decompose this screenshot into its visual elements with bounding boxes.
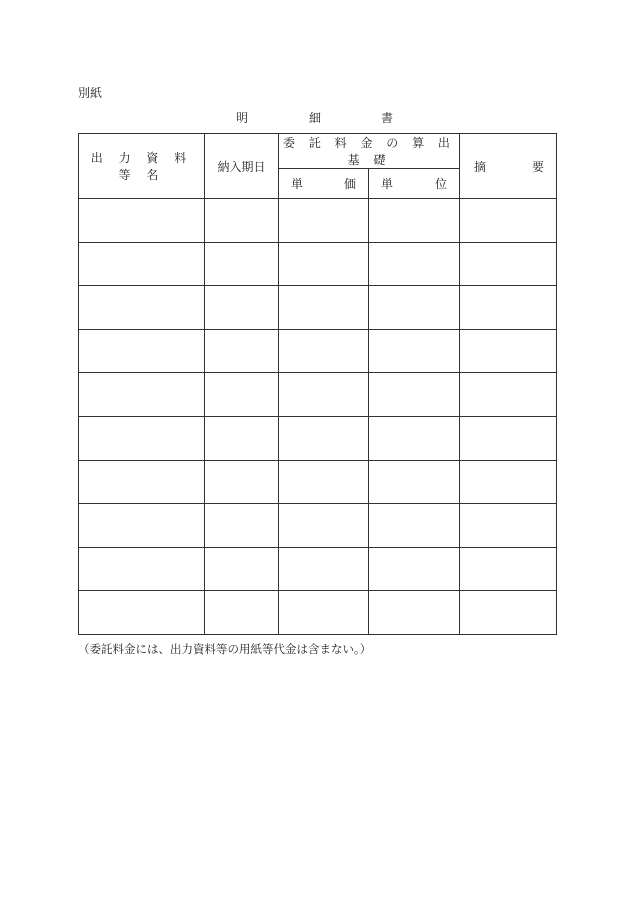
header-remarks-char-2: 要: [531, 159, 544, 174]
table-cell: [279, 504, 369, 548]
table-cell: [369, 416, 460, 460]
table-cell: [79, 242, 205, 286]
header-unit-price-char-1: 単: [291, 177, 304, 191]
table-row: [79, 547, 557, 591]
header-unit-char-2: 位: [434, 177, 447, 191]
table-cell: [369, 373, 460, 417]
table-cell: [205, 591, 279, 635]
table-cell: [205, 504, 279, 548]
header-unit-price-char-2: 価: [343, 177, 356, 191]
table-cell: [79, 329, 205, 373]
table-body: [79, 199, 557, 635]
table-cell: [279, 242, 369, 286]
table-cell: [79, 547, 205, 591]
title-char-1: 明: [236, 111, 249, 125]
table-cell: [205, 373, 279, 417]
title-char-3: 書: [381, 111, 394, 125]
table-cell: [460, 242, 557, 286]
header-delivery-date: 納入期日: [205, 134, 279, 199]
table-cell: [279, 416, 369, 460]
table-cell: [369, 286, 460, 330]
header-remarks: [460, 134, 557, 199]
table-cell: [279, 329, 369, 373]
table-cell: [279, 460, 369, 504]
table-cell: [460, 286, 557, 330]
table-cell: [205, 547, 279, 591]
table-cell: [79, 591, 205, 635]
table-cell: [460, 329, 557, 373]
table-cell: [279, 547, 369, 591]
table-cell: [460, 416, 557, 460]
table-cell: [369, 547, 460, 591]
table-row: [79, 199, 557, 243]
table-row: [79, 591, 557, 635]
table-cell: [369, 504, 460, 548]
table-row: [79, 416, 557, 460]
table-cell: [79, 460, 205, 504]
table-cell: [369, 460, 460, 504]
table-cell: [460, 199, 557, 243]
table-cell: [460, 373, 557, 417]
table-row: [79, 286, 557, 330]
table-cell: [460, 547, 557, 591]
table-row: [79, 329, 557, 373]
table-cell: [369, 199, 460, 243]
table-cell: [205, 460, 279, 504]
table-cell: [369, 591, 460, 635]
header-unit-price: [279, 169, 369, 199]
table-cell: [205, 242, 279, 286]
table-cell: [460, 504, 557, 548]
header-unit: [369, 169, 460, 199]
attachment-label: 別紙: [78, 86, 103, 100]
table-cell: [460, 591, 557, 635]
table-cell: [79, 373, 205, 417]
table-cell: [79, 504, 205, 548]
table-cell: [369, 329, 460, 373]
header-output-name: 出 力 資 料 等 名: [79, 134, 205, 199]
table-cell: [205, 329, 279, 373]
table-cell: [369, 242, 460, 286]
header-unit-char-1: 単: [381, 177, 394, 191]
table-row: [79, 242, 557, 286]
table-cell: [79, 286, 205, 330]
table-cell: [460, 460, 557, 504]
title-char-2: 細: [309, 111, 322, 125]
table-cell: [79, 416, 205, 460]
table-cell: [279, 199, 369, 243]
table-row: [79, 373, 557, 417]
table-row: [79, 504, 557, 548]
table-cell: [205, 286, 279, 330]
header-fee-basis: 委 託 料 金 の 算 出 基 礎: [279, 134, 460, 169]
header-remarks-char-1: 摘: [474, 159, 487, 174]
table-cell: [205, 199, 279, 243]
table-cell: [279, 591, 369, 635]
table-cell: [279, 286, 369, 330]
table-cell: [79, 199, 205, 243]
detail-table: [78, 133, 557, 635]
table-row: [79, 460, 557, 504]
table-cell: [205, 416, 279, 460]
footnote: （委託料金には、出力資料等の用紙等代金は含まない。）: [78, 642, 372, 656]
table-cell: [279, 373, 369, 417]
